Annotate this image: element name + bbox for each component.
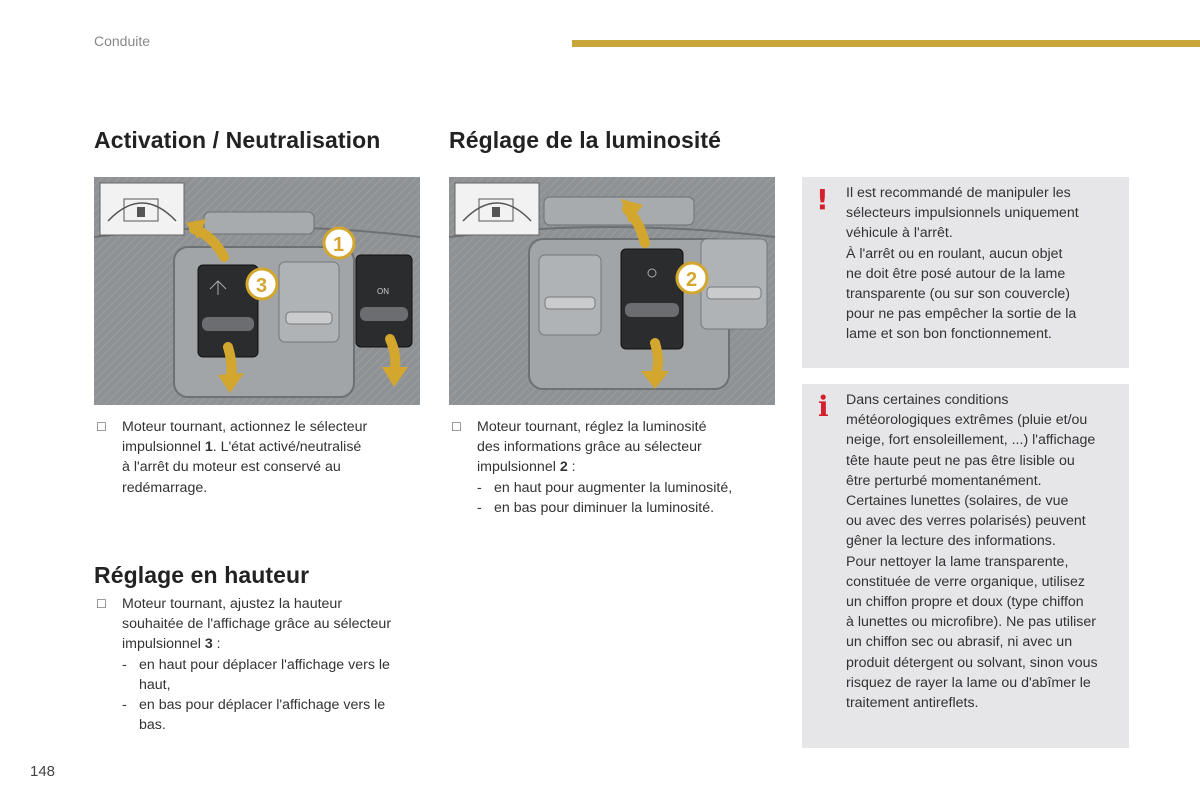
warning-line: pour ne pas empêcher la sortie de la xyxy=(846,306,1077,323)
warning-icon: ! xyxy=(816,183,829,216)
heading-luminosite: Réglage de la luminosité xyxy=(449,127,722,153)
text-line: . L'état activé/neutralisé xyxy=(212,439,362,456)
dash-item: en bas pour déplacer l'affichage vers le xyxy=(139,697,386,714)
warning-line: lame et son bon fonctionnement. xyxy=(846,326,1052,343)
luminosite-instructions xyxy=(449,417,779,518)
info-line: constituée de verre organique, utilisez xyxy=(846,573,1085,590)
dash-marker: - xyxy=(477,479,482,496)
info-line: ou avec des verres polarisés) peuvent xyxy=(846,513,1086,530)
text-line: Moteur tournant, ajustez la hauteur xyxy=(122,596,343,612)
dash-marker: - xyxy=(477,499,482,516)
section-label: Conduite xyxy=(94,33,151,49)
dash-item: en haut pour augmenter la luminosité, xyxy=(494,479,733,496)
info-line: Dans certaines conditions xyxy=(846,392,1009,408)
info-line: un chiffon propre et doux (type chiffon xyxy=(846,594,1084,611)
warning-line: Il est recommandé de manipuler les xyxy=(846,185,1071,201)
text-line: impulsionnel xyxy=(477,459,560,476)
warning-line: transparente (ou sur son couvercle) xyxy=(846,286,1070,303)
dash-item: bas. xyxy=(139,717,166,734)
text-line: à l'arrêt du moteur est conservé au xyxy=(122,459,341,476)
dash-marker: - xyxy=(122,656,127,673)
text-line: des informations grâce au sélecteur xyxy=(477,439,702,456)
text-line: : xyxy=(567,459,576,476)
bullet-icon: ☐ xyxy=(96,597,107,611)
bullet-icon: ☐ xyxy=(451,420,462,434)
info-box xyxy=(802,384,1129,748)
info-line: tête haute peut ne pas être lisible ou xyxy=(846,452,1075,469)
info-line: météorologiques extrêmes (pluie et/ou xyxy=(846,412,1088,429)
text-line: Moteur tournant, réglez la luminosité xyxy=(477,419,707,435)
selector-ref: 3 xyxy=(204,636,213,653)
dash-item: haut, xyxy=(139,676,171,693)
info-line: Certaines lunettes (solaires, de vue xyxy=(846,493,1069,510)
callout-1: 1 xyxy=(333,234,345,256)
section-accent-bar xyxy=(572,40,1200,47)
text-line: Moteur tournant, actionnez le sélecteur xyxy=(122,419,368,435)
warning-box xyxy=(802,177,1129,368)
heading-hauteur: Réglage en hauteur xyxy=(94,562,310,588)
text-line: souhaitée de l'affichage grâce au sélecteur xyxy=(122,616,392,633)
activation-instructions xyxy=(94,417,414,498)
dash-item: en haut pour déplacer l'affichage vers le xyxy=(139,656,390,673)
dash-item: en bas pour diminuer la luminosité. xyxy=(494,499,715,516)
callout-2: 2 xyxy=(686,269,698,291)
hauteur-instructions xyxy=(94,594,424,735)
illus-on-label: ON xyxy=(377,287,389,296)
info-icon: i xyxy=(818,390,829,423)
text-line: : xyxy=(212,636,221,653)
text-line: redémarrage. xyxy=(122,479,208,496)
illustration-luminosite xyxy=(449,177,775,405)
bullet-icon: ☐ xyxy=(96,420,107,434)
warning-line: véhicule à l'arrêt. xyxy=(846,225,953,242)
callout-3: 3 xyxy=(256,275,268,297)
warning-line: sélecteurs impulsionnels uniquement xyxy=(846,205,1079,222)
info-line: gêner la lecture des informations. xyxy=(846,533,1056,550)
warning-line: ne doit être posé autour de la lame xyxy=(846,265,1066,282)
warning-line: À l'arrêt ou en roulant, aucun objet xyxy=(846,245,1063,262)
info-line: neige, fort ensoleillement, ...) l'affichage xyxy=(846,432,1096,449)
page-number: 148 xyxy=(30,763,56,780)
heading-activation: Activation / Neutralisation xyxy=(94,127,381,153)
info-line: un chiffon sec ou abrasif, ni avec un xyxy=(846,634,1073,651)
info-line: produit détergent ou solvant, sinon vous xyxy=(846,654,1098,671)
dash-marker: - xyxy=(122,697,127,714)
selector-ref: 1 xyxy=(204,439,213,456)
selector-ref: 2 xyxy=(559,459,568,476)
illustration-activation xyxy=(94,177,420,405)
info-text xyxy=(846,390,1128,713)
text-line: impulsionnel xyxy=(122,636,205,653)
warning-text xyxy=(846,183,1128,345)
info-line: à lunettes ou microfibre). Ne pas utiliser xyxy=(846,614,1096,631)
info-line: être perturbé momentanément. xyxy=(846,472,1042,489)
info-line: risquez de rayer la lame ou d'abîmer le xyxy=(846,674,1091,691)
info-line: traitement antireflets. xyxy=(846,695,979,712)
text-line: impulsionnel xyxy=(122,439,205,456)
info-line: Pour nettoyer la lame transparente, xyxy=(846,553,1069,570)
